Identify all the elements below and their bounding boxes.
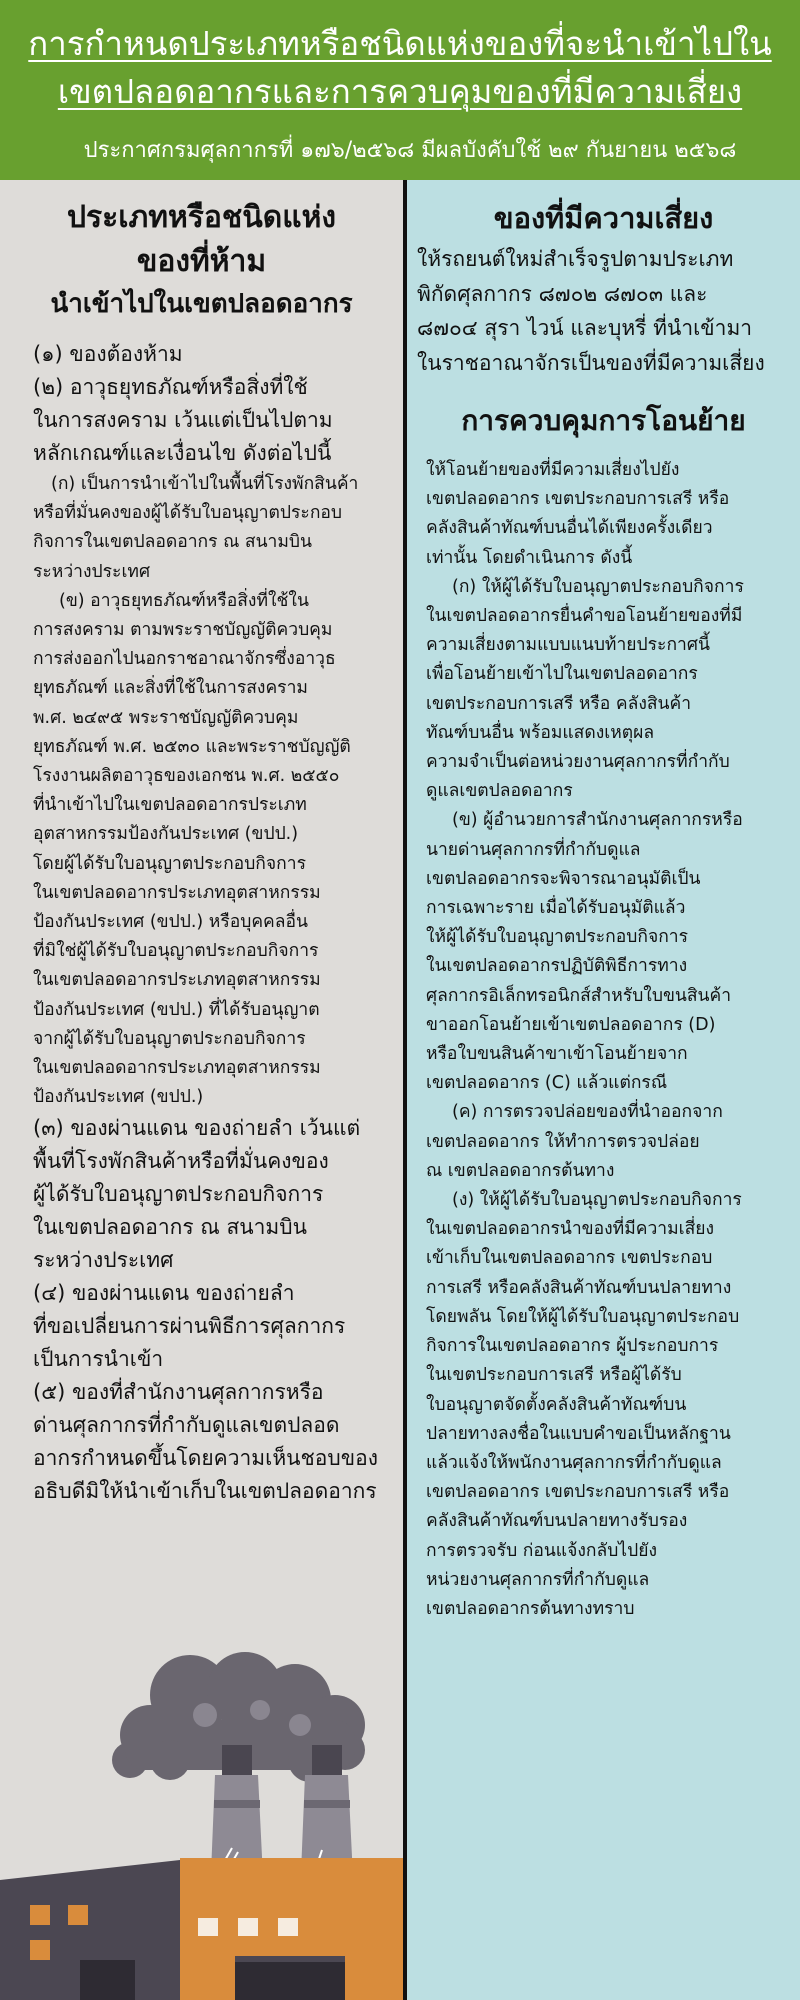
transfer-control-line: เขตปลอดอากรจะพิจารณาอนุมัติเป็น: [426, 868, 701, 889]
transfer-control-line: ศุลกากรอิเล็กทรอนิกส์สำหรับใบขนสินค้า: [426, 985, 732, 1006]
prohibited-list-line: พ.ศ. ๒๔๙๕ พระราชบัญญัติควบคุม: [33, 707, 299, 728]
prohibited-list-line: การสงคราม ตามพระราชบัญญัติควบคุม: [33, 620, 333, 641]
prohibited-list-line: ในเขตปลอดอากรประเภทอุตสาหกรรม: [33, 970, 321, 991]
prohibited-list-line: ด่านศุลกากรที่กำกับดูแลเขตปลอด: [33, 1413, 340, 1438]
prohibited-list-line: ในเขตปลอดอากร ณ สนามบิน: [33, 1215, 307, 1240]
prohibited-list-line: ยุทธภัณฑ์ พ.ศ. ๒๕๓๐ และพระราชบัญญัติ: [33, 736, 351, 757]
header-banner: [0, 0, 800, 180]
prohibited-list-line: ยุทธภัณฑ์ และสิ่งที่ใช้ในการสงคราม: [33, 678, 308, 699]
prohibited-list-line: (๔) ของผ่านแดน ของถ่ายลำ: [33, 1281, 295, 1306]
transfer-control-line: เขตปลอดอากร (C) แล้วแต่กรณี: [426, 1073, 668, 1094]
prohibited-list-line: ระหว่างประเทศ: [33, 1248, 174, 1273]
transfer-control-line: ใบอนุญาตจัดตั้งคลังสินค้าทัณฑ์บน: [426, 1394, 687, 1415]
prohibited-list-line: อุตสาหกรรมป้องกันประเทศ (ขปป.): [33, 824, 299, 845]
transfer-control-line: ขาออกโอนย้ายเข้าเขตปลอดอากร (D): [426, 1014, 716, 1035]
prohibited-list-line: พื้นที่โรงพักสินค้าหรือที่มั่นคงของ: [33, 1149, 329, 1174]
transfer-control-line: ในเขตปลอดอากรปฏิบัติพิธีการทาง: [426, 956, 688, 977]
transfer-control-line: หรือใบขนสินค้าขาเข้าโอนย้ายจาก: [426, 1044, 688, 1065]
prohibited-list-line: (๓) ของผ่านแดน ของถ่ายลำ เว้นแต่: [33, 1116, 361, 1141]
transfer-control-line: ในเขตประกอบการเสรี หรือผู้ได้รับ: [426, 1365, 682, 1386]
transfer-control-line: คลังสินค้าทัณฑ์บนปลายทางรับรอง: [426, 1511, 688, 1532]
transfer-control-line: (ก) ให้ผู้ได้รับใบอนุญาตประกอบกิจการ: [452, 576, 744, 597]
prohibited-list-line: (ข) อาวุธยุทธภัณฑ์หรือสิ่งที่ใช้ใน: [59, 590, 309, 611]
risky-goods-intro-line: ๘๗๐๔ สุรา ไวน์ และบุหรี่ ที่นำเข้ามา: [417, 316, 753, 340]
transfer-control-line: (ง) ให้ผู้ได้รับใบอนุญาตประกอบกิจการ: [452, 1190, 742, 1211]
transfer-control-list: [426, 456, 796, 1624]
factory-building-right: [180, 1858, 403, 2000]
transfer-control-line: เข้าเก็บในเขตปลอดอากร เขตประกอบ: [426, 1248, 713, 1269]
transfer-control-line: เขตประกอบการเสรี หรือ คลังสินค้า: [426, 693, 692, 714]
factory-building-left: [0, 1860, 180, 2000]
risky-goods-heading: ของที่มีความเสี่ยง: [493, 201, 714, 235]
transfer-control-line: ให้ผู้ได้รับใบอนุญาตประกอบกิจการ: [426, 927, 689, 948]
prohibited-list-line: ระหว่างประเทศ: [33, 561, 151, 582]
transfer-control-heading: การควบคุมการโอนย้าย: [461, 404, 746, 437]
transfer-control-line: แล้วแจ้งให้พนักงานศุลกากรที่กำกับดูแล: [426, 1452, 722, 1473]
prohibited-list-line: ที่มิใช่ผู้ได้รับใบอนุญาตประกอบกิจการ: [33, 941, 319, 962]
prohibited-list-line: โรงงานผลิตอาวุธของเอกชน พ.ศ. ๒๕๕๐: [33, 766, 340, 787]
transfer-control-line: ความเสี่ยงตามแบบแนบท้ายประกาศนี้: [426, 635, 710, 656]
transfer-control-line: เขตปลอดอากร ให้ทำการตรวจปล่อย: [426, 1131, 700, 1152]
transfer-control-line: กิจการในเขตปลอดอากร ผู้ประกอบการ: [426, 1336, 719, 1357]
transfer-control-line: โดยพลัน โดยให้ผู้ได้รับใบอนุญาตประกอบ: [426, 1306, 740, 1327]
prohibited-list-line: โดยผู้ได้รับใบอนุญาตประกอบกิจการ: [33, 853, 306, 874]
prohibited-list-line: ที่ขอเปลี่ยนการผ่านพิธีการศุลกากร: [33, 1314, 346, 1339]
risky-goods-panel: [407, 180, 800, 2000]
prohibited-list-line: เป็นการนำเข้า: [33, 1347, 164, 1372]
transfer-control-line: นายด่านศุลกากรที่กำกับดูแล: [426, 839, 641, 860]
transfer-control-line: ปลายทางลงชื่อในแบบคำขอเป็นหลักฐาน: [426, 1423, 731, 1444]
page-title: [0, 20, 800, 116]
transfer-control-line: เท่านั้น โดยดำเนินการ ดังนี้: [426, 547, 633, 568]
prohibited-list-line: อธิบดีมิให้นำเข้าเก็บในเขตปลอดอากร: [33, 1479, 377, 1504]
risky-goods-intro-line: พิกัดศุลกากร ๘๗๐๒ ๘๗๐๓ และ: [417, 281, 708, 306]
prohibited-list-line: ป้องกันประเทศ (ขปป.) หรือบุคคลอื่น: [33, 912, 308, 933]
transfer-control-line: ให้โอนย้ายของที่มีความเสี่ยงไปยัง: [426, 460, 680, 480]
prohibited-heading-line-2: ของที่ห้าม: [136, 244, 267, 279]
prohibited-list-line: กิจการในเขตปลอดอากร ณ สนามบิน: [33, 532, 312, 553]
risky-goods-intro-line: ในราชอาณาจักรเป็นของที่มีความเสี่ยง: [417, 350, 765, 375]
transfer-control-line: เพื่อโอนย้ายเข้าไปในเขตปลอดอากร: [426, 664, 698, 685]
transfer-control-line: เขตปลอดอากรต้นทางทราบ: [426, 1598, 635, 1619]
prohibited-heading-line-1: ประเภทหรือชนิดแห่ง: [66, 200, 337, 235]
transfer-control-line: ทัณฑ์บนอื่น พร้อมแสดงเหตุผล: [426, 722, 655, 743]
prohibited-subheading: นำเข้าไปในเขตปลอดอากร: [50, 289, 353, 319]
transfer-control-line: หน่วยงานศุลกากรที่กำกับดูแล: [426, 1569, 650, 1590]
prohibited-list-line: (๒) อาวุธยุทธภัณฑ์หรือสิ่งที่ใช้: [33, 375, 308, 399]
transfer-control-line: เขตปลอดอากร เขตประกอบการเสรี หรือ: [426, 489, 730, 510]
prohibited-list-line: ในเขตปลอดอากรประเภทอุตสาหกรรม: [33, 882, 321, 903]
prohibited-goods-panel: [0, 180, 403, 2000]
factory-illustration: [0, 1600, 403, 2000]
risky-goods-intro: [417, 242, 797, 380]
prohibited-list-line: หลักเกณฑ์และเงื่อนไข ดังต่อไปนี้: [33, 441, 332, 465]
prohibited-list-line: ป้องกันประเทศ (ขปป.) ที่ได้รับอนุญาต: [33, 999, 320, 1020]
prohibited-list-line: (ก) เป็นการนำเข้าไปในพื้นที่โรงพักสินค้า: [51, 474, 359, 494]
transfer-control-line: ในเขตปลอดอากรยื่นคำขอโอนย้ายของที่มี: [426, 606, 743, 627]
transfer-control-line: (ข) ผู้อำนวยการสำนักงานศุลกากรหรือ: [452, 810, 743, 831]
prohibited-list: [33, 338, 395, 1508]
prohibited-list-line: จากผู้ได้รับใบอนุญาตประกอบกิจการ: [33, 1028, 306, 1049]
announcement-subtitle: ประกาศกรมศุลกากรที่ ๑๗๖/๒๕๖๘ มีผลบังคับใช้ ๒๙ กันยายน ๒๕๖๘: [83, 138, 737, 163]
transfer-control-line: (ค) การตรวจปล่อยของที่นำออกจาก: [452, 1102, 723, 1123]
transfer-control-line: การเสรี หรือคลังสินค้าทัณฑ์บนปลายทาง: [426, 1277, 732, 1298]
prohibited-list-line: การส่งออกไปนอกราชอาณาจักรซึ่งอาวุธ: [33, 649, 336, 670]
risky-goods-intro-line: ให้รถยนต์ใหม่สำเร็จรูปตามประเภท: [417, 247, 734, 271]
prohibited-list-line: ในเขตปลอดอากรประเภทอุตสาหกรรม: [33, 1058, 321, 1079]
prohibited-list-line: ที่นำเข้าไปในเขตปลอดอากรประเภท: [33, 795, 307, 816]
transfer-control-line: การตรวจรับ ก่อนแจ้งกลับไปยัง: [426, 1540, 658, 1561]
transfer-control-line: การเฉพาะราย เมื่อได้รับอนุมัติแล้ว: [426, 898, 686, 919]
transfer-control-line: ณ เขตปลอดอากรต้นทาง: [426, 1160, 615, 1181]
prohibited-list-line: ในการสงคราม เว้นแต่เป็นไปตาม: [33, 408, 333, 432]
prohibited-list-line: (๑) ของต้องห้าม: [33, 342, 183, 366]
prohibited-list-line: หรือที่มั่นคงของผู้ได้รับใบอนุญาตประกอบ: [33, 503, 343, 524]
transfer-control-line: คลังสินค้าทัณฑ์บนอื่นได้เพียงครั้งเดียว: [426, 518, 713, 539]
transfer-control-line: เขตปลอดอากร เขตประกอบการเสรี หรือ: [426, 1482, 730, 1503]
page-title-line-2: เขตปลอดอากรและการควบคุมของที่มีความเสี่ยง: [57, 72, 743, 111]
prohibited-list-line: อากรกำหนดขึ้นโดยความเห็นชอบของ: [33, 1446, 378, 1471]
prohibited-list-line: ผู้ได้รับใบอนุญาตประกอบกิจการ: [33, 1182, 324, 1207]
prohibited-list-line: (๕) ของที่สำนักงานศุลกากรหรือ: [33, 1380, 324, 1405]
prohibited-list-line: ป้องกันประเทศ (ขปป.): [33, 1087, 204, 1108]
page-title-line-1: การกำหนดประเภทหรือชนิดแห่งของที่จะนำเข้าไปใน: [28, 24, 772, 63]
transfer-control-line: ดูแลเขตปลอดอากร: [426, 781, 573, 802]
transfer-control-line: ความจำเป็นต่อหน่วยงานศุลกากรที่กำกับ: [426, 752, 730, 773]
transfer-control-line: ในเขตปลอดอากรนำของที่มีความเสี่ยง: [426, 1219, 715, 1240]
